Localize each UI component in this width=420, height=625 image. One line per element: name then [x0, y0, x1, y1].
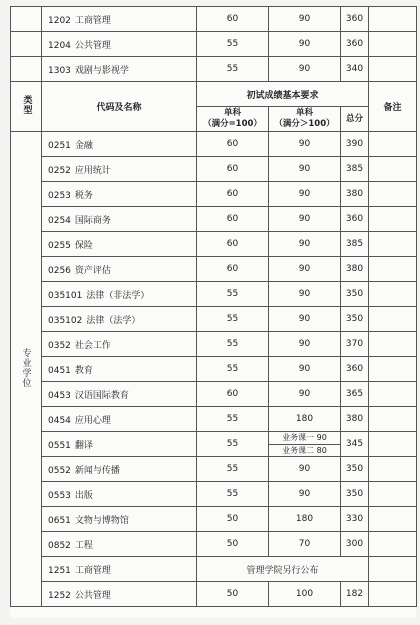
table-row: [11, 7, 417, 32]
single-score-cell: 60: [197, 257, 269, 282]
multi-score-cell: 90: [269, 7, 341, 32]
note-cell: [369, 332, 417, 357]
note-cell: [369, 182, 417, 207]
multi-score-cell: 90: [269, 457, 341, 482]
total-score-cell: 340: [341, 57, 369, 82]
single-score-cell: 55: [197, 282, 269, 307]
note-cell: [369, 482, 417, 507]
code-name-cell: 0352 社会工作: [42, 332, 197, 357]
code-name-cell: 0451 教育: [42, 357, 197, 382]
code-name-cell: 0551 翻译: [42, 432, 197, 457]
code-name-cell: 0651 文物与博物馆: [42, 507, 197, 532]
multi-score-cell: 90: [269, 332, 341, 357]
note-cell: [369, 582, 417, 607]
table-row: [11, 132, 417, 157]
requirements-header: 初试成绩基本要求: [197, 82, 369, 107]
multi-score-cell: 180: [269, 507, 341, 532]
single-score-cell: 55: [197, 332, 269, 357]
single-score-cell: 55: [197, 32, 269, 57]
total-score-cell: 385: [341, 232, 369, 257]
table-row: [11, 207, 417, 232]
single-score-cell: 50: [197, 582, 269, 607]
note-cell: [369, 432, 417, 457]
single-score-cell: 60: [197, 382, 269, 407]
single-score-cell: 50: [197, 507, 269, 532]
multi-score-cell: 90: [269, 207, 341, 232]
note-cell: [369, 307, 417, 332]
single-score-cell: 50: [197, 532, 269, 557]
note-cell: [369, 207, 417, 232]
total-score-cell: 365: [341, 382, 369, 407]
table-header-row: [11, 82, 417, 107]
code-name-cell: 0254 国际商务: [42, 207, 197, 232]
multi-score-cell: 90: [269, 232, 341, 257]
table-row: [11, 432, 417, 457]
total-score-cell: 360: [341, 357, 369, 382]
code-name-cell: 0453 汉语国际教育: [42, 382, 197, 407]
multi-score-cell: 90: [269, 132, 341, 157]
multi-score-cell: 90: [269, 257, 341, 282]
table-row: [11, 57, 417, 82]
business-course-1: 业务课一 90: [269, 432, 340, 445]
type-header: 类型: [11, 82, 42, 132]
note-cell: [369, 232, 417, 257]
multi-score-cell: 100: [269, 582, 341, 607]
business-course-2: 业务课二 80: [282, 445, 327, 455]
code-name-cell: 1251 工商管理: [42, 557, 197, 582]
code-name-cell: 035102 法律（法学）: [42, 307, 197, 332]
multi-score-cell: 90: [269, 32, 341, 57]
single-score-cell: 55: [197, 457, 269, 482]
category-cell: 专业学位: [11, 132, 42, 607]
code-name-cell: 0256 资产评估: [42, 257, 197, 282]
total-score-cell: 350: [341, 282, 369, 307]
single-score-cell: 60: [197, 232, 269, 257]
code-name-cell: 1303 戏剧与影视学: [42, 57, 197, 82]
code-name-cell: 0552 新闻与传播: [42, 457, 197, 482]
type-cell-empty: [11, 57, 42, 82]
table-row: [11, 282, 417, 307]
code-name-header: 代码及名称: [42, 82, 197, 132]
code-name-cell: 0251 金融: [42, 132, 197, 157]
total-score-cell: 370: [341, 332, 369, 357]
total-score-cell: 380: [341, 257, 369, 282]
single-score-cell: 55: [197, 57, 269, 82]
total-score-cell: 390: [341, 132, 369, 157]
note-cell: [369, 7, 417, 32]
total-score-cell: 350: [341, 307, 369, 332]
table-row: [11, 307, 417, 332]
table-row: [11, 257, 417, 282]
note-cell: [369, 557, 417, 582]
single-score-cell: 55: [197, 307, 269, 332]
table-row: [11, 582, 417, 607]
total-score-cell: 385: [341, 157, 369, 182]
single-score-header: 单科 （满分=100）: [197, 107, 269, 132]
multi-score-split-cell: [269, 432, 341, 457]
note-cell: [369, 282, 417, 307]
multi-score-cell: 90: [269, 382, 341, 407]
note-cell: [369, 457, 417, 482]
total-score-cell: 360: [341, 32, 369, 57]
multi-score-cell: 90: [269, 57, 341, 82]
total-score-cell: 182: [341, 582, 369, 607]
table-row: [11, 357, 417, 382]
note-cell: [369, 257, 417, 282]
multi-score-cell: 90: [269, 357, 341, 382]
multi-score-cell: 70: [269, 532, 341, 557]
multi-score-cell: 90: [269, 157, 341, 182]
table-row: [11, 232, 417, 257]
note-cell: [369, 157, 417, 182]
single-score-cell: 55: [197, 432, 269, 457]
total-score-cell: 350: [341, 457, 369, 482]
table-row: [11, 557, 417, 582]
single-score-cell: 60: [197, 7, 269, 32]
code-name-cell: 1202 工商管理: [42, 7, 197, 32]
single-score-cell: 60: [197, 132, 269, 157]
note-cell: [369, 507, 417, 532]
multi-score-header: 单科 （满分＞100）: [269, 107, 341, 132]
code-name-cell: 0852 工程: [42, 532, 197, 557]
single-score-cell: 60: [197, 207, 269, 232]
total-score-cell: 380: [341, 407, 369, 432]
code-name-cell: 0553 出版: [42, 482, 197, 507]
total-score-cell: 360: [341, 7, 369, 32]
code-name-cell: 035101 法律（非法学）: [42, 282, 197, 307]
code-name-cell: 0454 应用心理: [42, 407, 197, 432]
code-name-cell: 0253 税务: [42, 182, 197, 207]
table-row: [11, 457, 417, 482]
code-name-cell: 0255 保险: [42, 232, 197, 257]
total-score-cell: 380: [341, 182, 369, 207]
total-score-header: 总分: [341, 107, 369, 132]
multi-score-cell: 180: [269, 407, 341, 432]
note-cell: [369, 382, 417, 407]
note-cell: [369, 32, 417, 57]
score-table-sheet: [10, 6, 416, 618]
multi-score-cell: 90: [269, 182, 341, 207]
table-row: [11, 507, 417, 532]
single-score-cell: 55: [197, 407, 269, 432]
note-cell: [369, 132, 417, 157]
multi-score-cell: 90: [269, 307, 341, 332]
note-cell: [369, 532, 417, 557]
table-row: [11, 157, 417, 182]
total-score-cell: 330: [341, 507, 369, 532]
table-row: [11, 482, 417, 507]
code-name-cell: 0252 应用统计: [42, 157, 197, 182]
table-row: [11, 182, 417, 207]
table-row: [11, 332, 417, 357]
type-cell-empty: [11, 7, 42, 32]
note-cell: [369, 57, 417, 82]
code-name-cell: 1204 公共管理: [42, 32, 197, 57]
table-row: [11, 382, 417, 407]
single-score-cell: 55: [197, 482, 269, 507]
note-header: 备注: [369, 82, 417, 132]
merged-note-cell: 管理学院另行公布: [197, 557, 369, 582]
code-name-cell: 1252 公共管理: [42, 582, 197, 607]
multi-score-cell: 90: [269, 282, 341, 307]
total-score-cell: 345: [341, 432, 369, 457]
note-cell: [369, 357, 417, 382]
score-requirements-table: [10, 6, 417, 607]
note-cell: [369, 407, 417, 432]
type-cell-empty: [11, 32, 42, 57]
total-score-cell: 350: [341, 482, 369, 507]
multi-score-cell: 90: [269, 482, 341, 507]
table-row: [11, 407, 417, 432]
single-score-cell: 55: [197, 357, 269, 382]
total-score-cell: 360: [341, 207, 369, 232]
single-score-cell: 60: [197, 157, 269, 182]
total-score-cell: 300: [341, 532, 369, 557]
table-row: [11, 532, 417, 557]
table-row: [11, 32, 417, 57]
single-score-cell: 60: [197, 182, 269, 207]
